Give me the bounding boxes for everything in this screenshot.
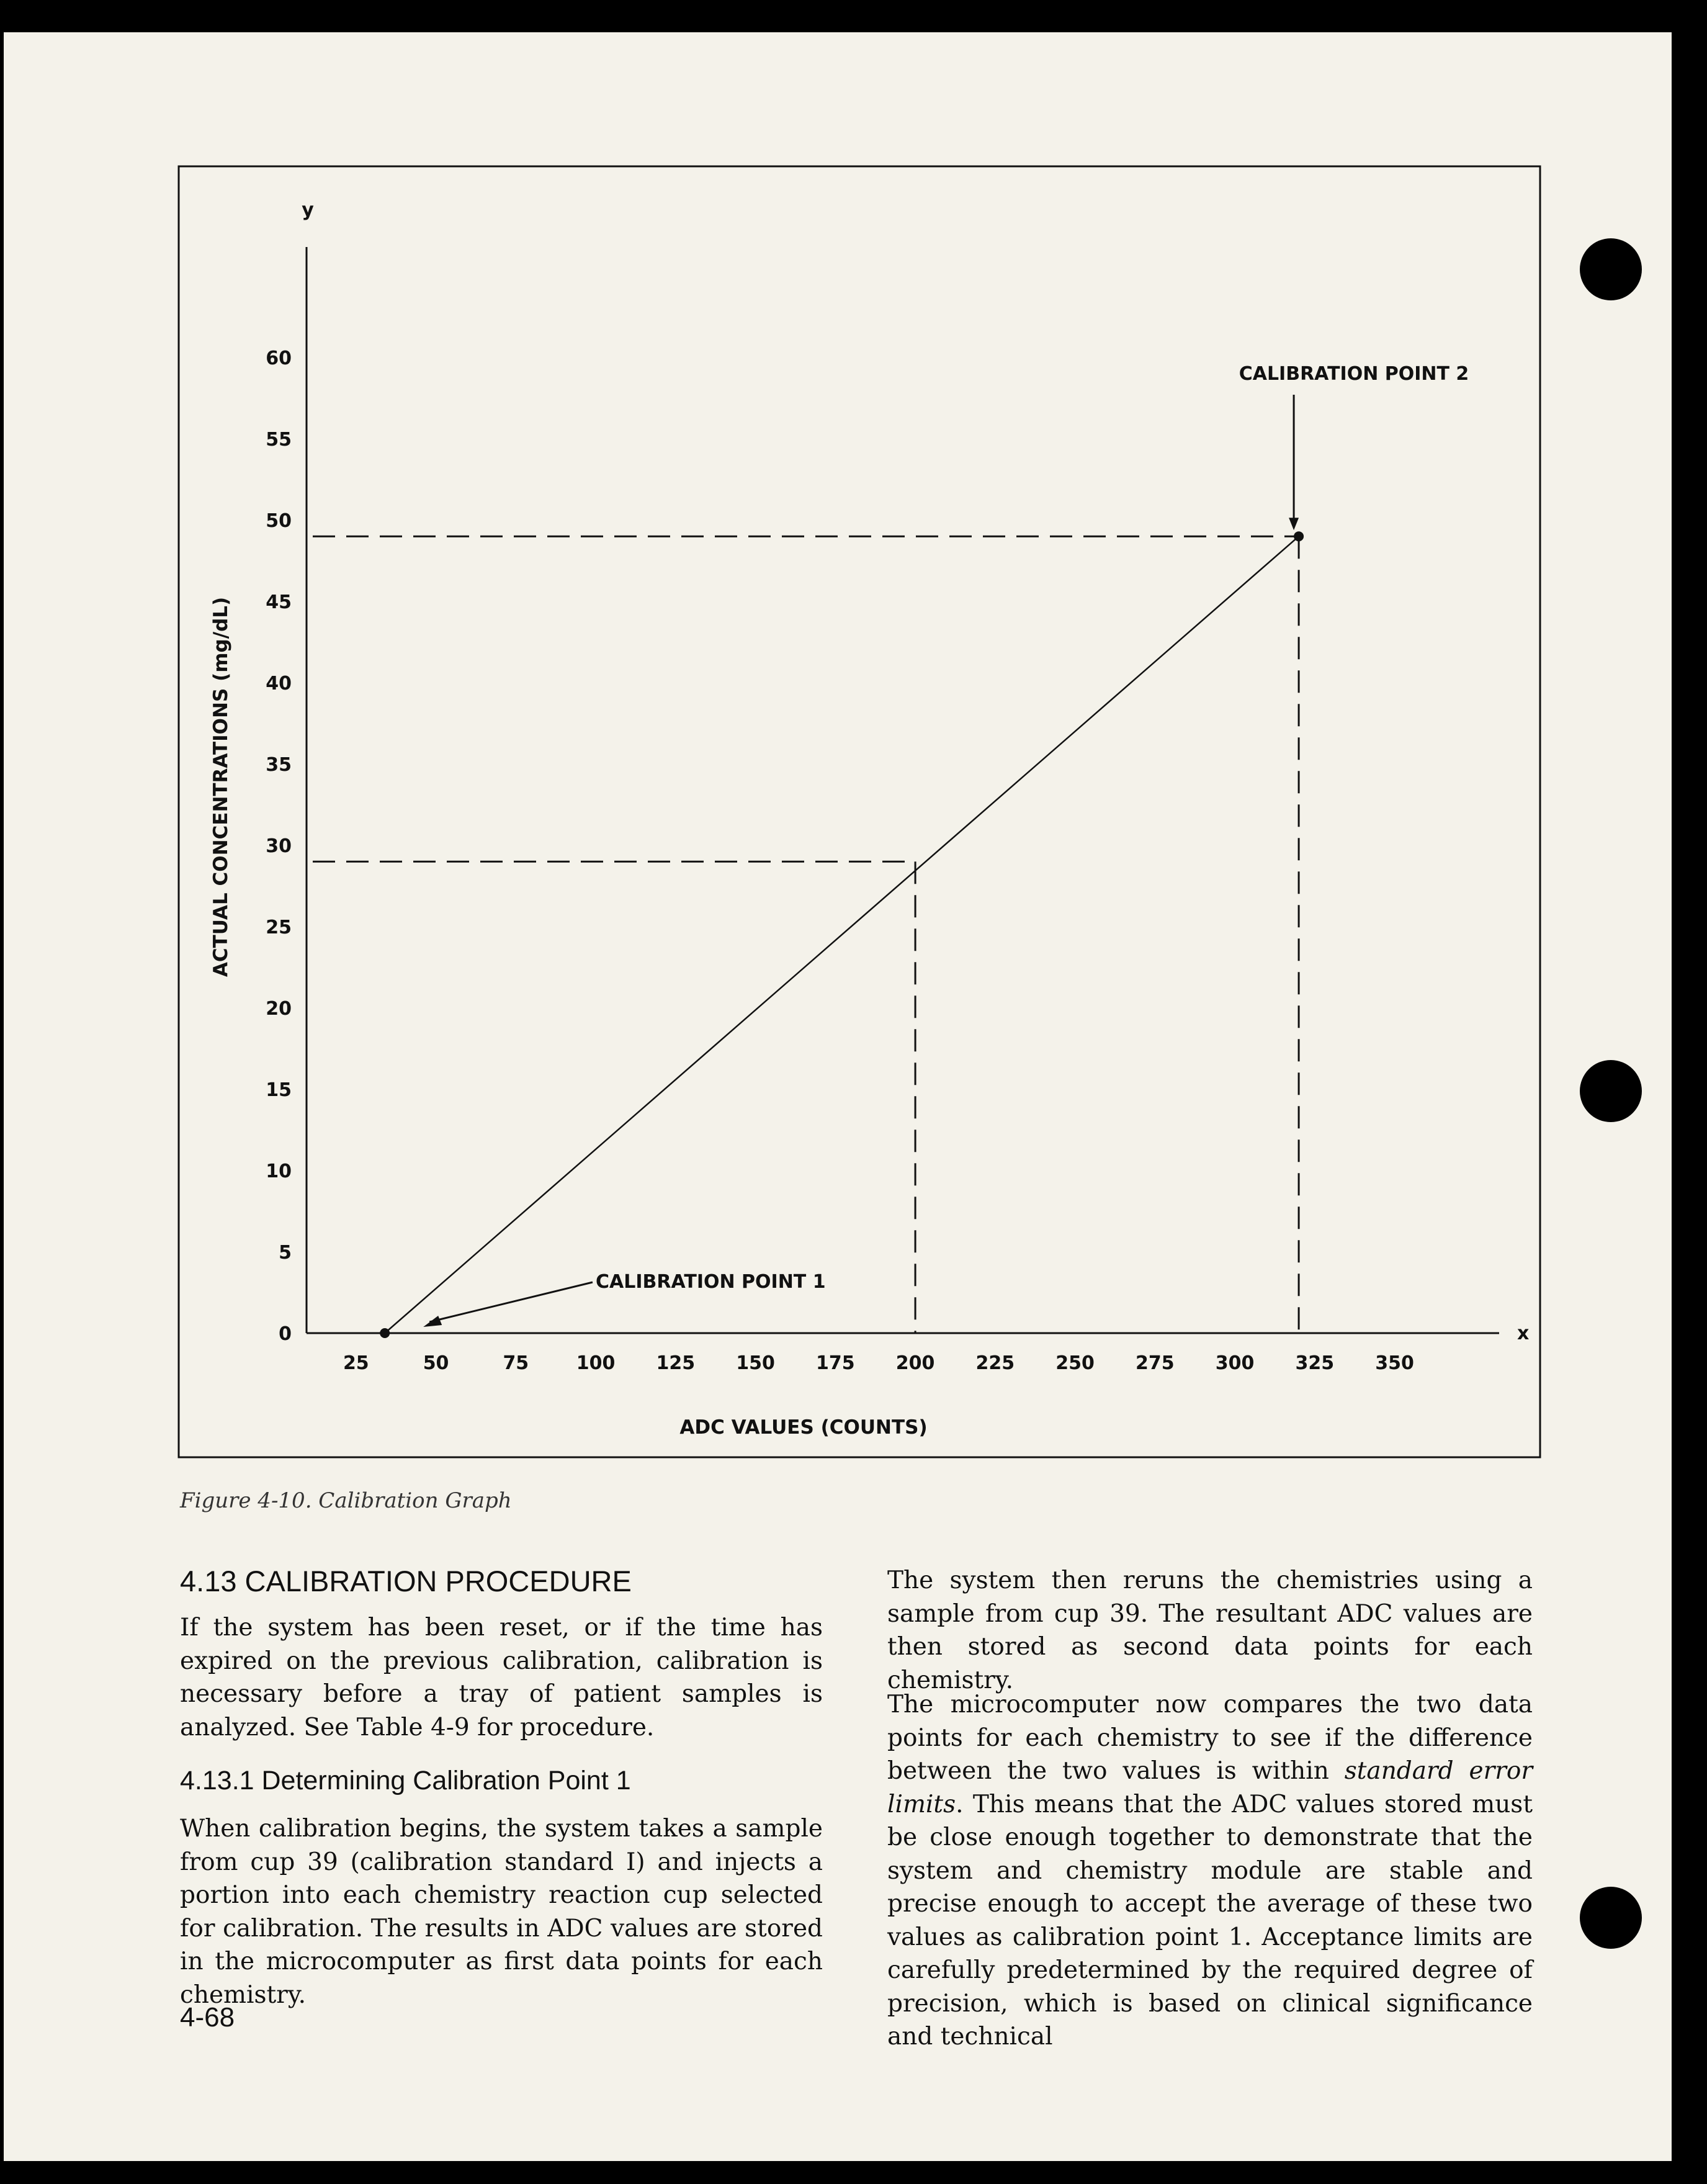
x-tick-label: 50: [423, 1352, 449, 1374]
y-tick-label: 0: [279, 1323, 292, 1345]
section-paragraph: If the system has been reset, or if the time has expired on the previous calibration, calibration is necessary before a tray of patient samples is analyzed. See Table 4-9 for procedure.: [180, 1614, 823, 1741]
x-tick-label: 225: [975, 1352, 1015, 1374]
x-tick-label: 200: [895, 1352, 935, 1374]
figure-caption: Figure 4-10. Calibration Graph: [180, 1488, 512, 1513]
graph-frame: [179, 166, 1540, 1457]
subsection-heading: 4.13.1 Determining Calibration Point 1: [180, 1766, 631, 1795]
x-tick-label: 100: [576, 1352, 616, 1374]
section-heading: 4.13 CALIBRATION PROCEDURE: [180, 1565, 632, 1598]
y-tick-label: 55: [266, 429, 292, 451]
y-tick-label: 15: [266, 1079, 292, 1101]
calibration-point-2-label: CALIBRATION POINT 2: [1239, 363, 1469, 385]
calibration-point-1-arrow: [429, 1282, 593, 1322]
calibration-point-2-arrowhead: [1289, 518, 1299, 530]
calibration-point-marker: [1294, 531, 1304, 541]
y-tick-label: 25: [266, 917, 292, 938]
x-tick-label: 350: [1375, 1352, 1414, 1374]
subsection-paragraph: When calibration begins, the system takes a sample from cup 39 (calibration standard I) and injects a portion into each chemistry reaction cup selected for calibration. The results in ADC values are stored in the microcomputer as first data points for each chemistry.: [180, 1815, 823, 2009]
y-axis-label: ACTUAL CONCENTRATIONS (mg/dL): [210, 596, 232, 977]
x-axis-letter: x: [1517, 1323, 1530, 1344]
y-tick-label: 30: [266, 835, 292, 857]
y-axis-letter: y: [302, 199, 314, 221]
x-axis-label: ADC VALUES (COUNTS): [679, 1416, 928, 1439]
x-tick-label: 250: [1055, 1352, 1095, 1374]
y-tick-label: 40: [266, 673, 292, 694]
y-tick-label: 50: [266, 510, 292, 532]
x-tick-label: 325: [1295, 1352, 1335, 1374]
x-tick-label: 25: [343, 1352, 369, 1374]
y-tick-label: 20: [266, 998, 292, 1020]
standard-error-limits-emphasis: standard error limits: [887, 1757, 1533, 1818]
right-paragraph-2-end: . This means that the ADC values stored must be close enough together to demonstrate that the system and chemistry module are stable and precise enough to accept the average of these two values as calibration point 1. Acceptance limits are carefully predetermined by the required degree of precision, which is based on clinical significance and technical: [887, 1790, 1533, 2051]
right-paragraph-2-start: The microcomputer now compares the two data points for each chemistry to see if the difference between the two values is within: [887, 1691, 1533, 1785]
x-tick-label: 75: [503, 1352, 529, 1374]
x-tick-label: 300: [1215, 1352, 1255, 1374]
calibration-line: [385, 536, 1299, 1333]
binder-hole-bottom: [1580, 1887, 1642, 1949]
y-tick-label: 60: [266, 348, 292, 369]
x-tick-label: 175: [816, 1352, 855, 1374]
right-paragraph-2: [887, 1688, 1533, 2054]
y-tick-label: 10: [266, 1161, 292, 1182]
y-tick-label: 45: [266, 591, 292, 613]
y-tick-label: 5: [279, 1242, 292, 1264]
x-tick-label: 125: [656, 1352, 696, 1374]
calibration-point-1-arrowhead: [423, 1316, 442, 1327]
calibration-point-1-label: CALIBRATION POINT 1: [596, 1271, 826, 1293]
page-number: 4-68: [180, 2002, 235, 2033]
right-paragraph-1: The system then reruns the chemistries using a sample from cup 39. The resultant ADC values are then stored as second data points for each chemistry.: [887, 1566, 1533, 1694]
x-tick-label: 275: [1136, 1352, 1175, 1374]
x-tick-label: 150: [736, 1352, 775, 1374]
y-tick-label: 35: [266, 754, 292, 776]
calibration-point-marker: [380, 1328, 390, 1338]
